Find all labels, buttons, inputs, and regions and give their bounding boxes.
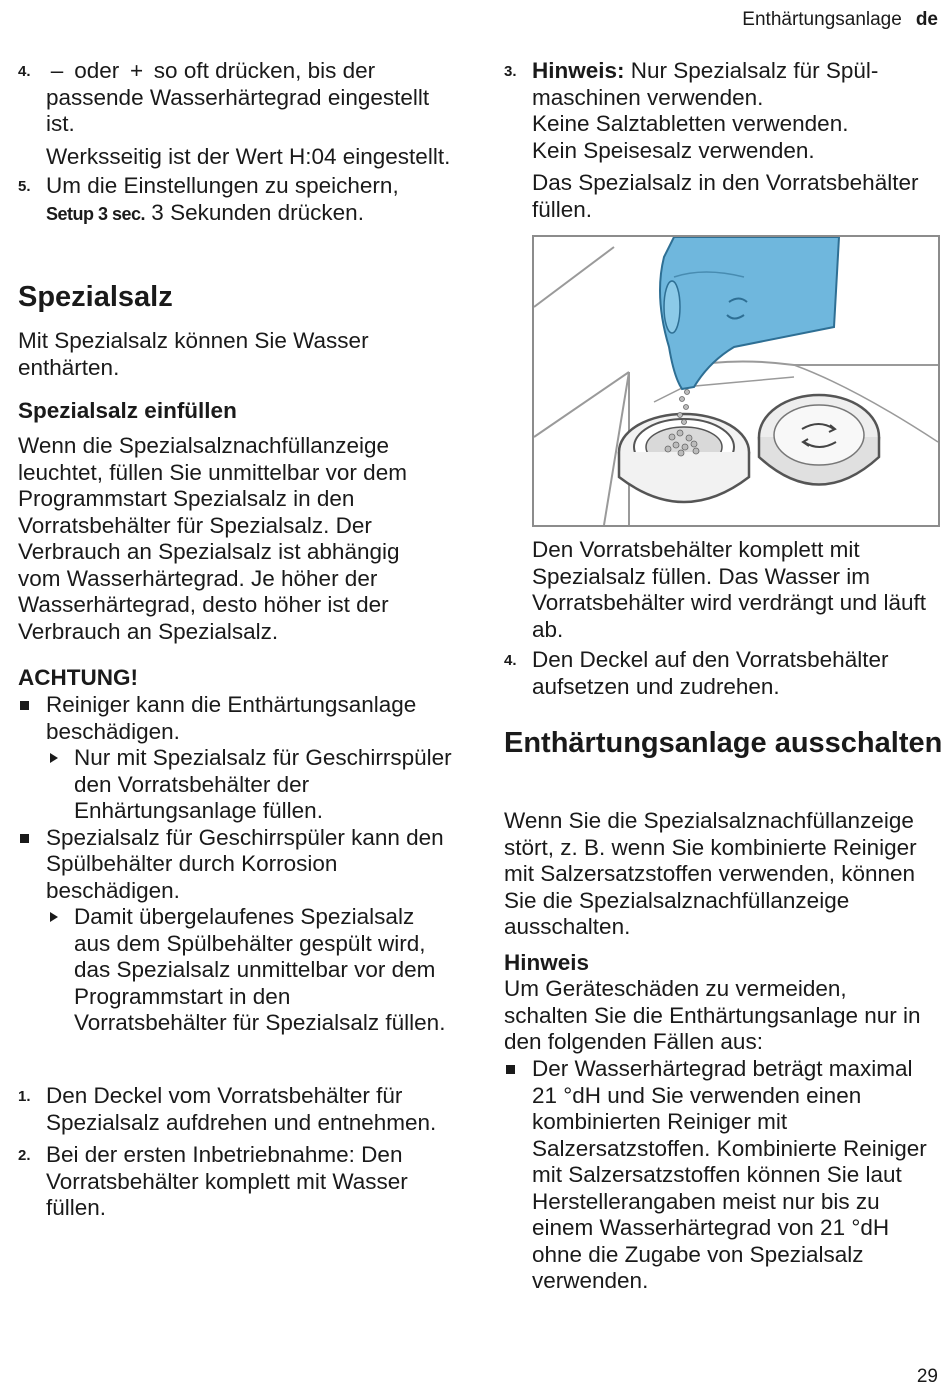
bullet-square-icon [20,701,29,710]
header-language-code: de [915,9,938,30]
disable-paragraph: Wenn Sie die Spezialsalznachfüllanzeige stört, z. B. wenn Sie kombinierte Reiniger mit Salzersatzstoffen verwenden, können Sie die Spezialsalznachfüllanzeige ausschalten. [504,808,917,939]
step-2 [18,1142,438,1222]
warning-text: Spezialsalz für Geschirrspüler kann den Spülbehälter durch Korrosion beschädigen. [46,824,444,903]
action-arrow-icon [50,753,58,763]
note-title: Hinweis [504,950,590,975]
salt-filling-illustration [532,235,940,527]
fill-salt-paragraph: Wenn die Spezialsalznachfüllanzeige leuchtet, füllen Sie unmittelbar vor dem Programmstart Spezialsalz in den Vorratsbehälter für Spezialsalz. Der Verbrauch an Spezialsalz ist abhängig vom Wasserhärtegrad. Je höher der Wasserhärtegrad, desto höher ist der Verbrauch an Spezialsalz. [18,433,407,644]
step-4 [504,647,938,700]
heading-spezialsalz: Spezialsalz [18,281,173,313]
step-text: oder [68,58,126,83]
after-fill-paragraph: Den Vorratsbehälter komplett mit Spezialsalz füllen. Das Wasser im Vorratsbehälter wird verdrängt und läuft ab. [532,537,926,642]
step-5-save-settings [18,173,456,227]
warning-action [46,904,456,1037]
running-header [742,8,938,32]
warning-item [18,825,456,905]
warning-text: Reiniger kann die Enthärtungsanlage beschädigen. [46,692,417,744]
step-text: 3 Sekunden drücken. [145,199,364,225]
header-section-title: Enthärtungsanlage [742,9,902,30]
step-number: 4. [504,652,517,669]
warning-action [46,745,456,825]
setup-button-label: Setup 3 sec. [46,203,146,224]
step-text: Nur Spezialsalz für Spülmaschinen verwenden. [532,58,879,110]
fill-salt-instruction: Das Spezialsalz in den Vorratsbehälter füllen. [532,170,919,222]
hint-label: Hinweis: [532,58,625,83]
step-number: 5. [18,178,31,195]
step-text: Um die Einstellungen zu speichern, [46,173,399,198]
note-text: Um Geräteschäden zu vermeiden, schalten Sie die Enthärtungsanlage nur in den folgenden Fällen aus: [504,976,921,1054]
note-bullet-list [504,1056,938,1295]
step-text: Den Deckel auf den Vorratsbehälter aufsetzen und zudrehen. [532,647,889,699]
action-text: Damit übergelaufenes Spezialsalz aus dem Spülbehälter gespült wird, das Spezialsalz unmittelbar vor dem Programmstart in den Vorratsbehälter für Spezialsalz füllen. [74,904,446,1035]
warning-action-wrap [18,904,456,1037]
step-1 [18,1083,438,1136]
step-3-hint [504,58,938,164]
left-column-top [18,58,456,227]
steps-list [18,1083,438,1222]
warning-action-wrap [18,745,456,825]
step-number: 3. [504,63,517,80]
bullet-square-icon [20,834,29,843]
page-number: 29 [916,1366,938,1387]
step-text: Kein Speisesalz verwenden. [532,137,815,163]
step-text: Bei der ersten Inbetriebnahme: Den Vorratsbehälter komplett mit Wasser füllen. [46,1142,408,1220]
step-number: 4. [18,63,31,80]
step-number: 1. [18,1088,31,1105]
step-4-close-lid [504,647,938,700]
action-text: Nur mit Spezialsalz für Geschirrspüler den Vorratsbehälter der Enhärtungsanlage füllen. [74,745,452,823]
salt-intro-paragraph: Mit Spezialsalz können Sie Wasser enthärten. [18,328,369,380]
subheading-fill-salt: Spezialsalz einfüllen [18,398,237,423]
plus-key-icon: + [129,58,144,83]
step-text: so oft drücken, bis der passende Wasserhärtegrad eingestellt ist. [46,58,430,136]
step-text: Keine Salztabletten verwenden. [532,111,849,136]
heading-disable-softener: Enthärtungsanlage ausschalten [504,727,943,759]
step-4-set-hardness [18,58,456,138]
salt-filling-drawing [534,237,938,525]
step-number: 2. [18,1147,31,1164]
action-arrow-icon [50,912,58,922]
bullet-square-icon [506,1065,515,1074]
minus-key-icon: – [50,58,64,83]
warning-title: ACHTUNG! [18,665,138,690]
bullet-text: Der Wasserhärtegrad beträgt maximal 21 °dH und Sie verwenden einen kombinierten Reiniger mit Salzersatzstoffen. Kombinierte Reiniger mit Salzersatzstoffen können Sie laut Herstellerangaben meist nur bis zu einem Wasserhärtegrad von 21 °dH ohne die Zugabe von Spezialsalz verwenden. [532,1056,927,1293]
right-column-top [504,58,938,223]
step-text: Den Deckel vom Vorratsbehälter für Spezialsalz aufdrehen und entnehmen. [46,1083,437,1135]
factory-setting-note: Werksseitig ist der Wert H:04 eingestellt. [46,143,451,169]
warning-item [18,692,456,745]
note-bullet-item [504,1056,938,1295]
warning-list [18,692,456,1037]
